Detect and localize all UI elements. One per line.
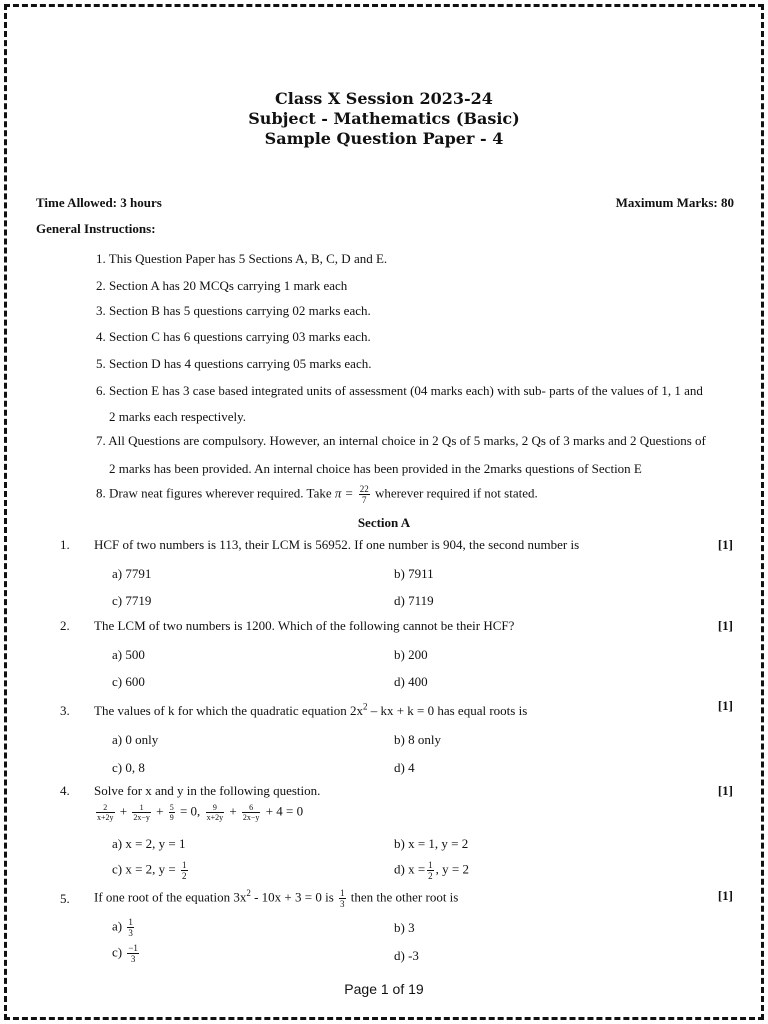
q5-opt-c-den: 3	[130, 954, 136, 964]
page-number: Page 1 of 19	[344, 981, 424, 997]
eq-fraction-3	[169, 803, 175, 822]
pi-symbol: π =	[334, 485, 354, 501]
question-3-exponent: 2	[362, 701, 368, 712]
instruction-6-cont: 2 marks each respectively.	[109, 409, 247, 424]
question-3-number: 3.	[60, 703, 70, 718]
question-4-option-c	[112, 860, 190, 881]
q5-opt-a-text: a)	[112, 918, 123, 934]
question-5-text	[94, 888, 458, 909]
q4-opt-c-text: c) x = 2, y =	[112, 861, 176, 877]
instruction-4: 4. Section C has 6 questions carrying 03 marks each.	[96, 329, 371, 344]
instruction-8-text: 8. Draw neat figures wherever required. Take	[96, 485, 332, 501]
paper-title: Sample Question Paper - 4	[264, 129, 504, 148]
question-4-option-b: b) x = 1, y = 2	[394, 836, 469, 851]
eq-f4-num: 9	[206, 803, 225, 813]
q5-opt-c-num: −1	[128, 943, 138, 953]
question-4-option-a: a) x = 2, y = 1	[112, 836, 186, 851]
q4-opt-c-fraction	[181, 860, 188, 881]
q5-opt-a-num: 1	[128, 917, 133, 927]
question-4-text: Solve for x and y in the following question.	[94, 783, 321, 798]
class-session-title: Class X Session 2023-24	[275, 89, 493, 108]
question-4-option-d	[394, 860, 469, 881]
question-1-number: 1.	[60, 537, 70, 552]
q4-opt-d-text-end: , y = 2	[435, 861, 470, 877]
question-1-text: HCF of two numbers is 113, their LCM is 56952. If one number is 904, the second number is	[94, 537, 580, 552]
eq-plus-1: +	[119, 803, 128, 819]
question-5-option-b: b) 3	[394, 920, 415, 935]
section-a-title: Section A	[357, 515, 411, 530]
eq-fraction-2	[132, 803, 151, 822]
question-3-text	[94, 703, 527, 719]
eq-fraction-1	[96, 803, 115, 822]
q5-opt-c-fraction	[127, 943, 139, 964]
question-5-option-c	[112, 943, 141, 964]
eq-equals-zero: = 0,	[179, 803, 201, 819]
eq-f4-den: x+2y	[206, 813, 224, 822]
q4-opt-c-num: 1	[182, 860, 187, 870]
question-4-number: 4.	[60, 783, 70, 798]
instructions-heading: General Instructions:	[36, 221, 156, 236]
question-3-option-b: b) 8 only	[394, 732, 441, 747]
q4-opt-d-num: 1	[428, 860, 433, 870]
question-5-option-a	[112, 917, 136, 938]
question-5-marks: [1]	[717, 888, 733, 903]
instruction-8-text-end: wherever required if not stated.	[374, 485, 538, 501]
eq-f5-den: 2x−y	[242, 813, 260, 822]
instruction-2: 2. Section A has 20 MCQs carrying 1 mark each	[96, 278, 348, 293]
instruction-6: 6. Section E has 3 case based integrated units of assessment (04 marks each) with sub- parts of the values of 1, 1 and	[96, 383, 703, 398]
eq-f2-den: 2x−y	[133, 813, 150, 822]
q4-opt-c-den: 2	[182, 871, 187, 881]
question-5-text-end: then the other root is	[350, 889, 459, 905]
q4-opt-d-den: 2	[428, 871, 433, 881]
question-1-marks: [1]	[717, 537, 733, 552]
question-5-exponent: 2	[246, 888, 251, 899]
eq-plus-3: +	[229, 803, 237, 819]
pi-fraction	[359, 484, 370, 505]
question-2-option-d: d) 400	[394, 674, 428, 689]
eq-f1-num: 2	[96, 803, 115, 813]
eq-f1-den: x+2y	[97, 813, 114, 822]
eq-fraction-4	[206, 803, 225, 822]
instruction-1: 1. This Question Paper has 5 Sections A, B, C, D and E.	[96, 251, 388, 266]
question-3-marks: [1]	[717, 698, 733, 713]
question-4-marks: [1]	[717, 783, 733, 798]
eq-f2-num: 1	[132, 803, 151, 813]
q4-opt-d-text: d) x =	[394, 861, 426, 877]
q5-frac-den: 3	[340, 899, 345, 909]
eq-f5-num: 6	[242, 803, 261, 813]
instruction-3: 3. Section B has 5 questions carrying 02 marks each.	[96, 303, 371, 318]
eq-end: + 4 = 0	[265, 803, 304, 819]
question-5-fraction	[339, 888, 346, 909]
pi-denominator: 7	[361, 495, 367, 505]
instruction-5: 5. Section D has 4 questions carrying 05 marks each.	[96, 356, 372, 371]
meta-row	[36, 195, 734, 211]
question-2-marks: [1]	[717, 618, 733, 633]
question-2-option-c: c) 600	[112, 674, 145, 689]
paper-header	[0, 89, 768, 149]
instruction-8	[96, 484, 736, 505]
q5-opt-c-text: c)	[112, 944, 123, 960]
question-5-number: 5.	[60, 891, 70, 906]
q5-opt-a-fraction	[127, 917, 134, 938]
maximum-marks: Maximum Marks: 80	[615, 195, 734, 210]
question-3-text-start: The values of k for which the quadratic equation 2x	[94, 703, 363, 718]
question-3-text-end: – kx + k = 0 has equal roots is	[367, 703, 528, 718]
question-3-option-a: a) 0 only	[112, 732, 159, 747]
pi-numerator: 22	[359, 484, 369, 494]
question-5-text-start: If one root of the equation 3x	[94, 889, 247, 905]
eq-f3-den: 9	[169, 813, 174, 822]
question-1-option-a: a) 7791	[112, 566, 152, 581]
question-2-number: 2.	[60, 618, 70, 633]
instruction-7: 7. All Questions are compulsory. However, an internal choice in 2 Qs of 5 marks, 2 Qs of 3 marks and 2 Questions of	[96, 433, 706, 448]
question-1-option-c: c) 7719	[112, 593, 152, 608]
time-allowed: Time Allowed: 3 hours	[36, 195, 162, 210]
question-2-option-a: a) 500	[112, 647, 145, 662]
q4-opt-d-fraction	[427, 860, 434, 881]
question-2-text: The LCM of two numbers is 1200. Which of the following cannot be their HCF?	[94, 618, 515, 633]
eq-f3-num: 5	[169, 803, 174, 812]
question-4-equation	[94, 803, 303, 822]
question-3-option-c: c) 0, 8	[112, 760, 145, 775]
q5-frac-num: 1	[340, 888, 345, 898]
question-2-option-b: b) 200	[394, 647, 428, 662]
eq-fraction-5	[242, 803, 261, 822]
instruction-7-cont: 2 marks has been provided. An internal choice has been provided in the 2marks questions of Section E	[109, 461, 642, 476]
question-1-option-b: b) 7911	[394, 566, 434, 581]
subject-title: Subject - Mathematics (Basic)	[248, 109, 520, 128]
q5-opt-a-den: 3	[128, 928, 133, 938]
question-5-text-mid: - 10x + 3 = 0 is	[250, 889, 334, 905]
question-5-option-d: d) -3	[394, 948, 419, 963]
question-3-option-d: d) 4	[394, 760, 415, 775]
eq-plus-2: +	[156, 803, 164, 819]
question-1-option-d: d) 7119	[394, 593, 434, 608]
